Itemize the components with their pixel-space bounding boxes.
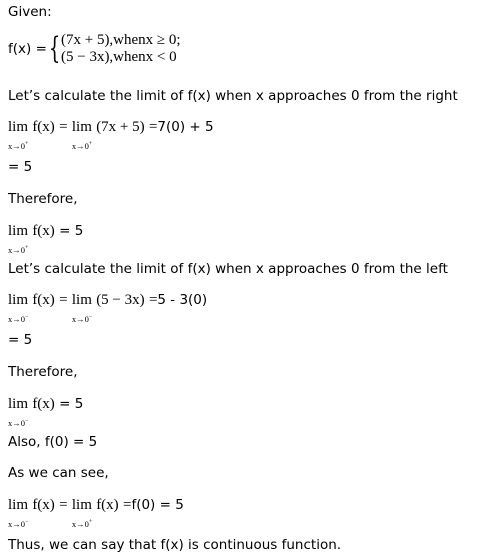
equals-5-left: = 5 [8,332,33,348]
fx-label: f(x) = [8,41,47,57]
piecewise-cases [61,32,181,66]
piece-1: (7x + 5),whenx ≥ 0; [60,32,181,48]
equals-sign: = [59,497,68,513]
as-we-can-see: As we can see, [8,465,109,481]
therefore-1: Therefore, [8,191,78,207]
fx-term: f(x) [96,497,119,513]
fx-term: f(x) [32,119,55,135]
given-label: Given: [8,4,52,20]
equals-sign: = [122,497,132,513]
fx-term: f(x) [32,396,55,412]
left-value: 5 - 3(0) [157,292,208,308]
equals-sign: = [59,119,68,135]
lim-operator: lim x→0− [8,497,29,529]
lim-operator: lim x→0+ [8,119,29,151]
lim-operator: lim x→0− [71,292,93,324]
fx-term: f(x) [32,497,55,513]
lim-operator: lim x→0− [8,292,29,324]
equals-sign: = [148,119,158,135]
brace-symbol: { [48,31,61,66]
expr-right: (7x + 5) [96,119,145,135]
left-limit-equation [8,291,208,324]
left-limit-intro: Let’s calculate the limit of f(x) when x approaches 0 from the left [8,261,448,277]
lim-operator: lim x→0+ [71,497,93,529]
right-limit-result [8,222,84,255]
lim-operator: lim x→0+ [8,223,29,255]
also-f0: Also, f(0) = 5 [8,434,98,450]
right-limit-equation [8,118,214,151]
final-equation [8,496,184,529]
expr-left: (5 − 3x) [96,292,145,308]
result-value: = 5 [59,396,84,412]
equals-sign: = [148,292,158,308]
lim-operator: lim x→0− [8,396,29,428]
fx-term: f(x) [32,223,55,239]
fx-term: f(x) [32,292,55,308]
conclusion: Thus, we can say that f(x) is continuous function. [8,537,342,553]
right-value: 7(0) + 5 [157,119,214,135]
result-value: = 5 [59,223,84,239]
equals-5-right: = 5 [8,159,33,175]
therefore-2: Therefore, [8,364,78,380]
right-limit-intro: Let’s calculate the limit of f(x) when x approaches 0 from the right [8,88,458,104]
f0-value: f(0) = 5 [131,497,184,513]
piecewise-definition [8,32,181,66]
left-limit-result [8,395,84,428]
piece-2: (5 − 3x),whenx < 0 [60,49,177,65]
equals-sign: = [59,292,68,308]
lim-operator: lim x→0+ [71,119,93,151]
